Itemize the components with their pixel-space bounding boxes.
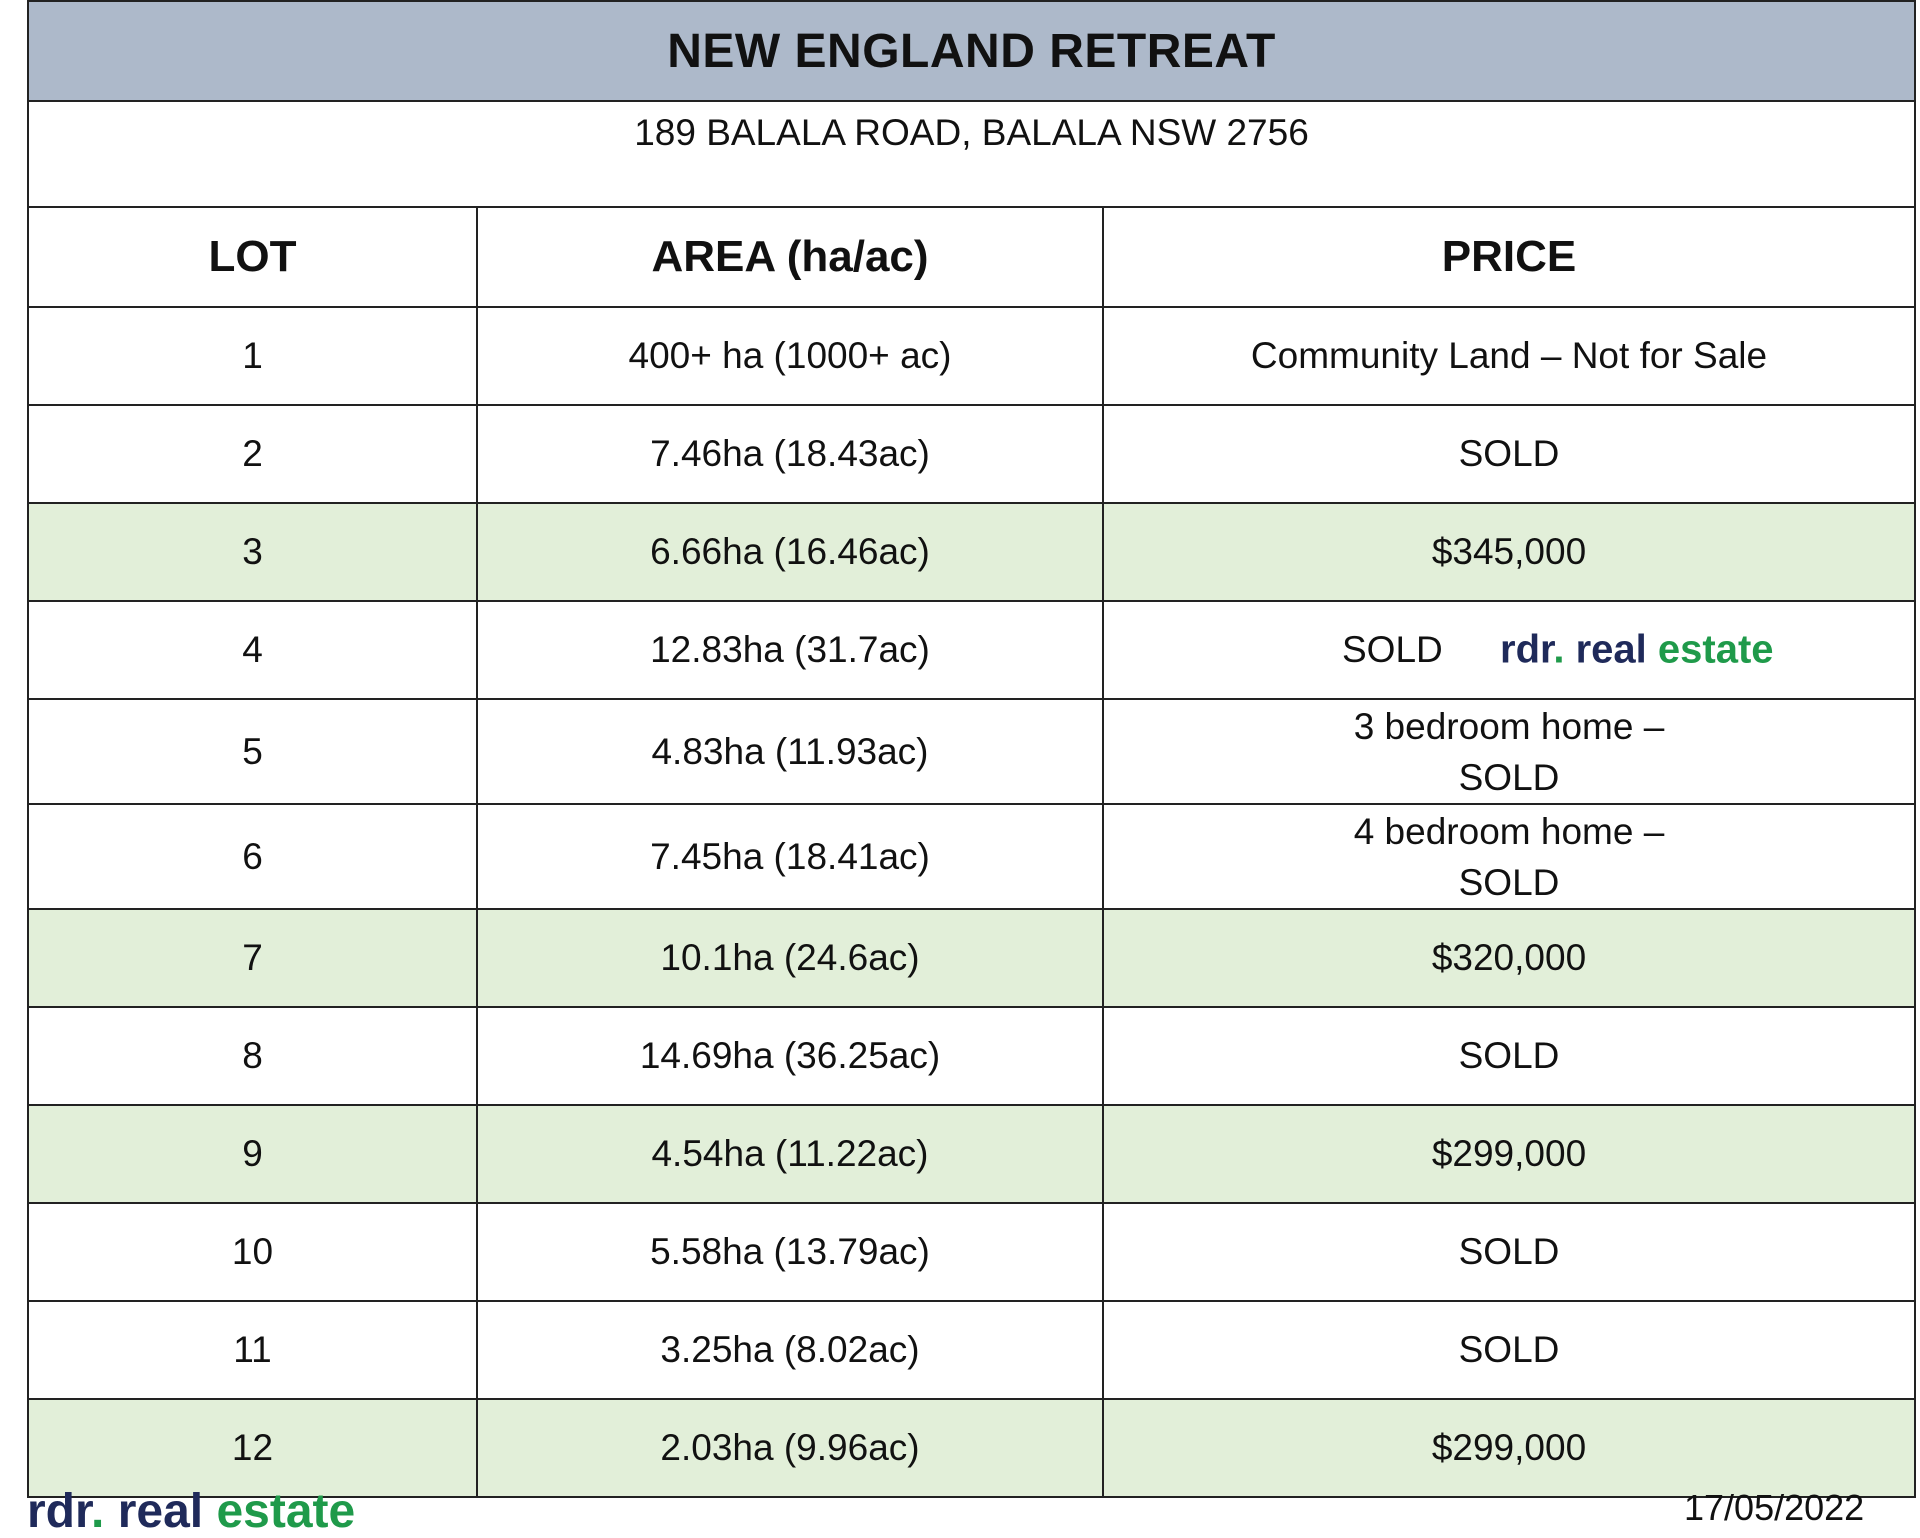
area-cell: 4.54ha (11.22ac) [477, 1105, 1103, 1203]
table-row [28, 1203, 1915, 1301]
lot-cell: 1 [28, 307, 477, 405]
lot-cell: 3 [28, 503, 477, 601]
area-cell: 5.58ha (13.79ac) [477, 1203, 1103, 1301]
logo-text-estate: estate [1657, 627, 1774, 672]
price-cell: $345,000 [1103, 503, 1915, 601]
lot-cell: 7 [28, 909, 477, 1007]
price-line-2: SOLD [1458, 756, 1560, 798]
lot-cell: 11 [28, 1301, 477, 1399]
table-row [28, 405, 1915, 503]
table-row [28, 307, 1915, 405]
lot-price-table [27, 0, 1916, 1498]
logo-text-real: real [117, 1485, 204, 1538]
table-row [28, 1105, 1915, 1203]
price-cell: SOLD [1103, 1203, 1915, 1301]
price-line-2: SOLD [1458, 861, 1560, 903]
price-cell: $320,000 [1103, 909, 1915, 1007]
page-title: NEW ENGLAND RETREAT [28, 1, 1915, 101]
area-cell: 12.83ha (31.7ac) [477, 601, 1103, 699]
area-cell: 7.46ha (18.43ac) [477, 405, 1103, 503]
price-cell [1103, 601, 1915, 699]
table-header-row [28, 207, 1915, 307]
logo-text-estate: estate [216, 1485, 356, 1538]
price-text: SOLD [1342, 629, 1443, 670]
lot-cell: 9 [28, 1105, 477, 1203]
area-cell: 6.66ha (16.46ac) [477, 503, 1103, 601]
logo-dot: . [1553, 627, 1565, 672]
table-row [28, 1399, 1915, 1497]
footer-brand-logo [27, 1485, 356, 1538]
price-cell [1103, 699, 1915, 804]
price-cell: SOLD [1103, 1301, 1915, 1399]
area-cell: 7.45ha (18.41ac) [477, 804, 1103, 909]
price-with-logo [1104, 602, 1914, 698]
table-row [28, 1007, 1915, 1105]
address-row [28, 101, 1915, 207]
lot-cell: 10 [28, 1203, 477, 1301]
price-line-1: 3 bedroom home – [1353, 705, 1665, 747]
area-cell: 4.83ha (11.93ac) [477, 699, 1103, 804]
table-row [28, 1301, 1915, 1399]
area-cell: 3.25ha (8.02ac) [477, 1301, 1103, 1399]
area-cell: 400+ ha (1000+ ac) [477, 307, 1103, 405]
column-header-lot: LOT [28, 207, 477, 307]
property-address: 189 BALALA ROAD, BALALA NSW 2756 [28, 101, 1915, 207]
table-row [28, 699, 1915, 804]
price-multiline [1354, 806, 1665, 908]
lot-cell: 2 [28, 405, 477, 503]
area-cell: 14.69ha (36.25ac) [477, 1007, 1103, 1105]
area-cell: 10.1ha (24.6ac) [477, 909, 1103, 1007]
column-header-area: AREA (ha/ac) [477, 207, 1103, 307]
price-multiline [1354, 701, 1665, 803]
table-row [28, 503, 1915, 601]
brand-logo [1500, 628, 1774, 673]
logo-text-rdr: rdr [27, 1485, 92, 1538]
lot-cell: 12 [28, 1399, 477, 1497]
price-line-1: 4 bedroom home – [1353, 810, 1665, 852]
table-row [28, 804, 1915, 909]
price-cell: SOLD [1103, 405, 1915, 503]
logo-text-rdr: rdr [1500, 627, 1554, 672]
lot-cell: 4 [28, 601, 477, 699]
lot-cell: 8 [28, 1007, 477, 1105]
logo-dot: . [91, 1485, 105, 1538]
logo-text-real: real [1575, 627, 1647, 672]
title-row [28, 1, 1915, 101]
table-row [28, 601, 1915, 699]
lot-cell: 5 [28, 699, 477, 804]
price-cell [1103, 804, 1915, 909]
price-cell: $299,000 [1103, 1399, 1915, 1497]
price-cell: $299,000 [1103, 1105, 1915, 1203]
price-list-sheet [27, 0, 1914, 1498]
column-header-price: PRICE [1103, 207, 1915, 307]
document-date: 17/05/2022 [1684, 1487, 1865, 1528]
price-cell: SOLD [1103, 1007, 1915, 1105]
lot-cell: 6 [28, 804, 477, 909]
table-row [28, 909, 1915, 1007]
area-cell: 2.03ha (9.96ac) [477, 1399, 1103, 1497]
price-cell: Community Land – Not for Sale [1103, 307, 1915, 405]
